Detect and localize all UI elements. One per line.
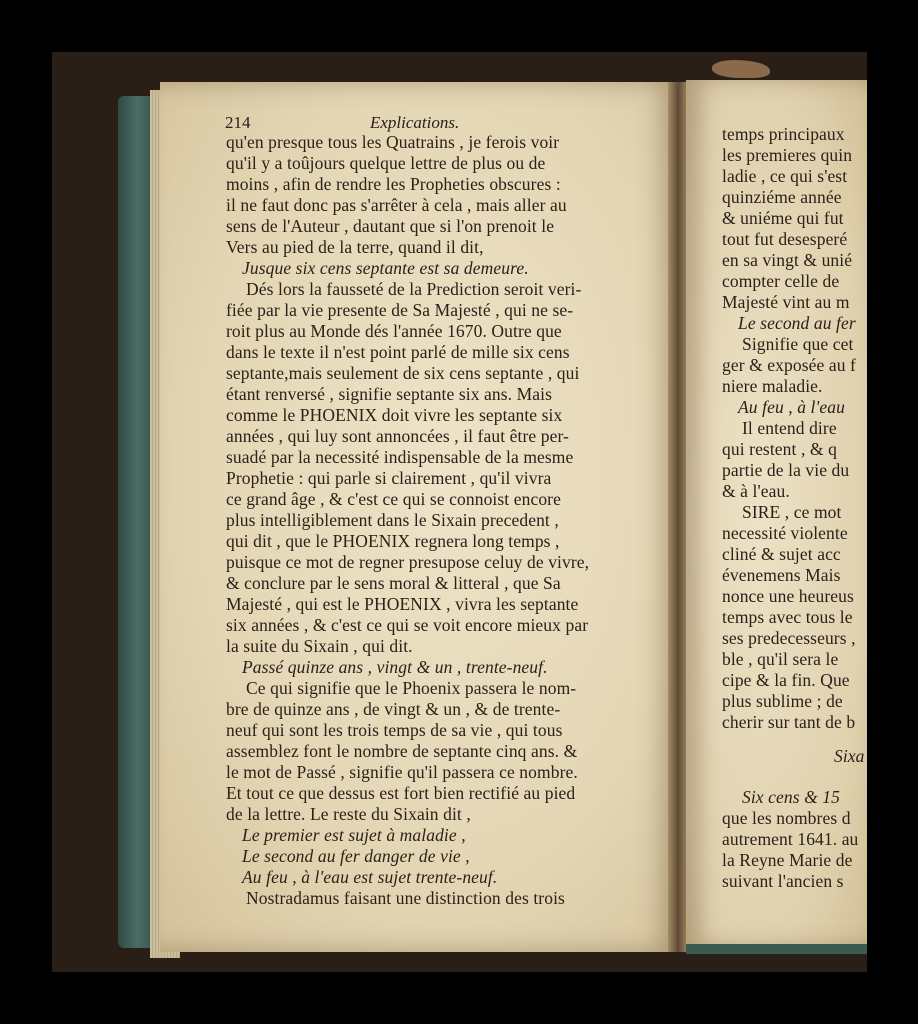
- verse-line: Le premier est sujet à maladie ,: [242, 825, 466, 845]
- text-line: ses predecesseurs ,: [722, 628, 856, 648]
- text-line: comme le PHOENIX doit vivre les septante six: [226, 405, 563, 425]
- text-line: Majesté vint au m: [722, 292, 850, 312]
- verse-line: Le second au fer danger de vie ,: [242, 846, 470, 866]
- verse-line: Jusque six cens septante est sa demeure.: [242, 258, 529, 278]
- text-line: qui dit , que le PHOENIX regnera long temps ,: [226, 531, 560, 551]
- text-line: autrement 1641. au: [722, 829, 859, 849]
- text-line: de la lettre. Le reste du Sixain dit ,: [226, 804, 471, 824]
- text-line: en sa vingt & unié: [722, 250, 853, 270]
- text-line: neuf qui sont les trois temps de sa vie , qui tous: [226, 720, 563, 740]
- text-line: plus sublime ; de: [722, 691, 843, 711]
- text-line: sens de l'Auteur , dautant que si l'on prenoit le: [226, 216, 555, 236]
- text-line: & uniéme qui fut: [722, 208, 844, 228]
- text-line: ble , qu'il sera le: [722, 649, 839, 669]
- text-line: années , qui luy sont annoncées , il faut être per-: [226, 426, 569, 446]
- text-line: puisque ce mot de regner presupose celuy de vivre,: [226, 552, 590, 572]
- text-line: plus intelligiblement dans le Sixain precedent ,: [226, 510, 559, 530]
- text-line: moins , afin de rendre les Propheties obscures :: [226, 174, 561, 194]
- text-line: fiée par la vie presente de Sa Majesté , qui ne se-: [226, 300, 574, 320]
- right-page-text: [686, 0, 867, 1024]
- book-gutter: [668, 82, 688, 952]
- text-line: Il entend dire: [742, 418, 837, 438]
- text-line: que les nombres d: [722, 808, 851, 828]
- text-line: quinziéme année: [722, 187, 842, 207]
- text-line: temps avec tous le: [722, 607, 853, 627]
- text-line: compter celle de: [722, 271, 840, 291]
- text-line: les premieres quin: [722, 145, 853, 165]
- text-line: Prophetie : qui parle si clairement , qu'il vivra: [226, 468, 552, 488]
- text-line: SIRE , ce mot: [742, 502, 842, 522]
- text-line: ce grand âge , & c'est ce qui se connoist encore: [226, 489, 561, 509]
- text-line: il ne faut donc pas s'arrêter à cela , mais aller au: [226, 195, 567, 215]
- verse-line: Six cens & 15: [742, 787, 841, 807]
- text-line: tout fut desesperé: [722, 229, 848, 249]
- text-line: & conclure par le sens moral & litteral , que Sa: [226, 573, 561, 593]
- text-line: le mot de Passé , signifie qu'il passera ce nombre.: [226, 762, 578, 782]
- verse-line: Au feu , à l'eau: [738, 397, 845, 417]
- text-line: évenemens Mais: [722, 565, 841, 585]
- text-line: Signifie que cet: [742, 334, 854, 354]
- text-line: bre de quinze ans , de vingt & un , & de trente-: [226, 699, 561, 719]
- text-line: nonce une heureus: [722, 586, 854, 606]
- text-line: suivant l'ancien s: [722, 871, 844, 891]
- text-line: Ce qui signifie que le Phoenix passera le nom-: [246, 678, 577, 698]
- text-line: partie de la vie du: [722, 460, 850, 480]
- text-line: ger & exposée au f: [722, 355, 856, 375]
- text-line: la suite du Sixain , qui dit.: [226, 636, 413, 656]
- text-line: qu'il y a toûjours quelque lettre de plus ou de: [226, 153, 546, 173]
- text-line: temps principaux: [722, 124, 845, 144]
- text-line: necessité violente: [722, 523, 848, 543]
- text-line: Et tout ce que dessus est fort bien rectifié au pied: [226, 783, 576, 803]
- text-line: cliné & sujet acc: [722, 544, 841, 564]
- text-line: étant renversé , signifie septante six ans. Mais: [226, 384, 553, 404]
- text-line: Vers au pied de la terre, quand il dit,: [226, 237, 484, 257]
- verse-line: Passé quinze ans , vingt & un , trente-neuf.: [242, 657, 548, 677]
- text-line: cipe & la fin. Que: [722, 670, 850, 690]
- text-line: ladie , ce qui s'est: [722, 166, 848, 186]
- verse-line: Au feu , à l'eau est sujet trente-neuf.: [242, 867, 498, 887]
- text-line: septante,mais seulement de six cens septante , qui: [226, 363, 580, 383]
- page-number: 214: [225, 113, 251, 132]
- text-line: niere maladie.: [722, 376, 823, 396]
- text-line: assemblez font le nombre de septante cinq ans. &: [226, 741, 578, 761]
- text-line: qui restent , & q: [722, 439, 837, 459]
- text-line: dans le texte il n'est point parlé de mille six cens: [226, 342, 570, 362]
- section-heading: Sixa: [834, 746, 865, 766]
- text-line: roit plus au Monde dés l'année 1670. Outre que: [226, 321, 562, 341]
- running-head: Explications.: [370, 113, 460, 132]
- text-line: la Reyne Marie de: [722, 850, 853, 870]
- text-line: six années , & c'est ce qui se voit encore mieux par: [226, 615, 589, 635]
- text-line: qu'en presque tous les Quatrains , je ferois voir: [226, 132, 560, 152]
- verse-line: Le second au fer: [738, 313, 856, 333]
- text-line: Dés lors la fausseté de la Prediction seroit veri-: [246, 279, 582, 299]
- text-line: Nostradamus faisant une distinction des trois: [246, 888, 565, 908]
- text-line: suadé par la necessité indispensable de la mesme: [226, 447, 574, 467]
- text-line: Majesté , qui est le PHOENIX , vivra les septante: [226, 594, 579, 614]
- text-line: cherir sur tant de b: [722, 712, 856, 732]
- text-line: & à l'eau.: [722, 481, 790, 501]
